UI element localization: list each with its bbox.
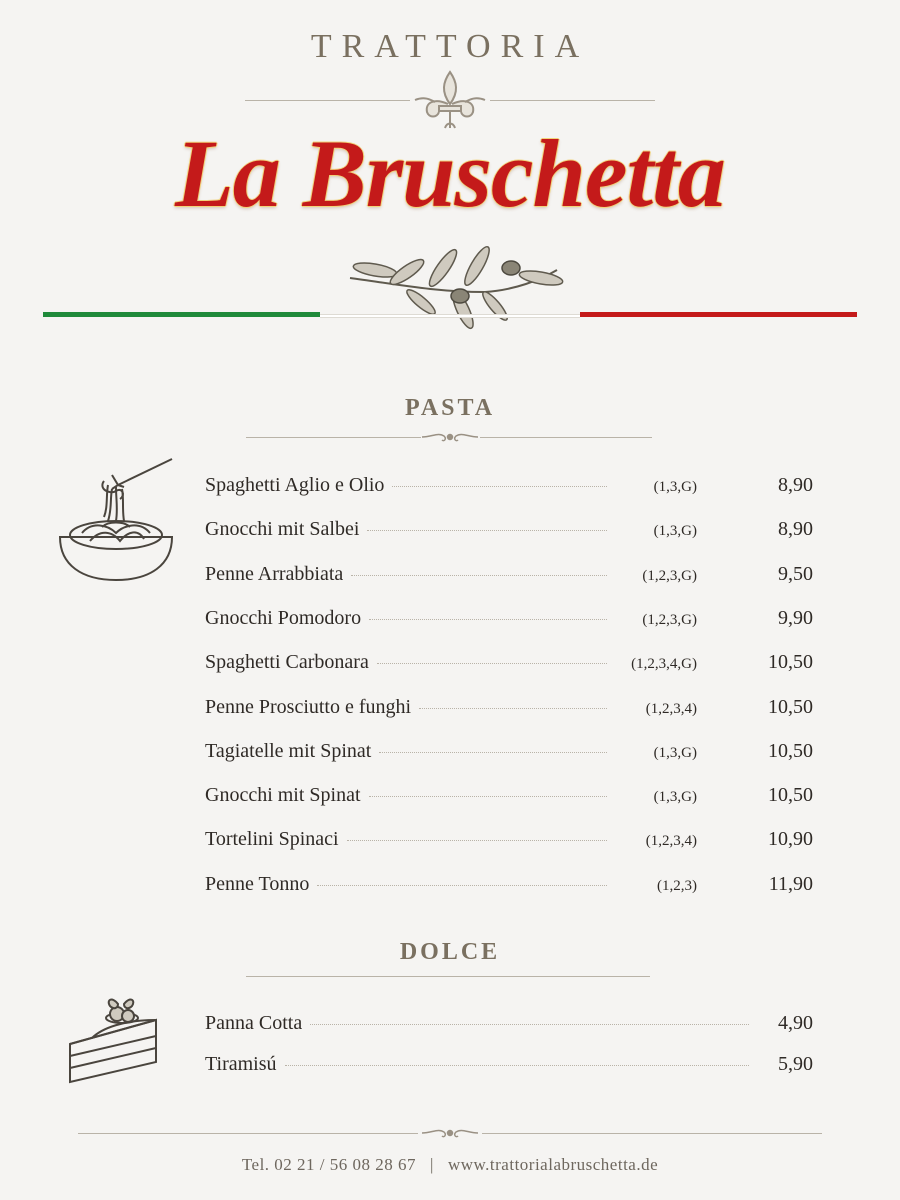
- menu-item-row: [205, 518, 813, 548]
- menu-item-name: Tiramisú: [205, 1053, 277, 1075]
- menu-item-name: Penne Tonno: [205, 872, 310, 895]
- footer-contact: [0, 1155, 900, 1175]
- dot-leader: [310, 1024, 749, 1025]
- menu-item-price: 10,50: [768, 695, 813, 718]
- ornament-swirl-icon: [420, 430, 480, 444]
- menu-item-name: Panna Cotta: [205, 1012, 303, 1034]
- dot-leader: [419, 708, 607, 709]
- cake-slice-icon: [62, 990, 166, 1086]
- menu-item-name: Spaghetti Carbonara: [205, 651, 369, 674]
- dot-leader: [369, 796, 607, 797]
- dot-leader: [379, 752, 607, 753]
- menu-item-row: [205, 1012, 813, 1042]
- dot-leader: [347, 840, 607, 841]
- menu-item-row: [205, 784, 813, 814]
- menu-item-name: Penne Prosciutto e funghi: [205, 695, 412, 718]
- menu-item-allergens: (1,2,3,4): [645, 833, 697, 850]
- menu-item-allergens: (1,3,G): [653, 789, 697, 806]
- header-divider-left: [245, 100, 410, 101]
- dot-leader: [369, 619, 607, 620]
- menu-item-row: [205, 651, 813, 681]
- dot-leader: [392, 486, 607, 487]
- dot-leader: [367, 530, 607, 531]
- footer-website[interactable]: www.trattorialabruschetta.de: [447, 1155, 659, 1174]
- restaurant-brand: La Bruschetta: [175, 120, 725, 227]
- menu-item-name: Penne Arrabbiata: [205, 562, 344, 585]
- flag-stripe-red: [580, 312, 857, 317]
- menu-item-row: [205, 1053, 813, 1083]
- menu-item-allergens: (1,2,3,G): [642, 567, 697, 584]
- menu-item-allergens: (1,2,3,4,G): [631, 656, 697, 673]
- menu-item-name: Spaghetti Aglio e Olio: [205, 474, 385, 496]
- menu-item-price: 10,50: [768, 651, 813, 674]
- menu-item-allergens: (1,2,3,4): [645, 700, 697, 717]
- footer-phone: Tel. 02 21 / 56 08 28 67: [241, 1155, 417, 1174]
- footer-divider-right: [482, 1133, 822, 1134]
- pasta-divider-right: [480, 437, 652, 438]
- dot-leader: [377, 663, 607, 664]
- menu-item-row: [205, 696, 813, 726]
- flag-stripe-white: [320, 314, 580, 318]
- menu-item-price: 9,90: [778, 606, 813, 629]
- menu-item-row: [205, 873, 813, 903]
- menu-item-allergens: (1,3,G): [653, 523, 697, 540]
- menu-item-row: [205, 474, 813, 504]
- menu-item-allergens: (1,3,G): [653, 744, 697, 761]
- menu-item-name: Gnocchi Pomodoro: [205, 606, 362, 629]
- menu-item-price: 10,90: [768, 828, 813, 851]
- menu-item-allergens: (1,3,G): [653, 479, 697, 495]
- menu-item-price: 11,90: [768, 872, 813, 895]
- menu-item-row: [205, 607, 813, 637]
- header-pretitle: TRATTORIA: [310, 28, 590, 65]
- pasta-bowl-icon: [52, 455, 180, 585]
- footer-separator: |: [430, 1155, 434, 1174]
- menu-item-price: 9,50: [778, 562, 813, 585]
- flag-stripe-green: [43, 312, 320, 317]
- footer-divider-left: [78, 1133, 418, 1134]
- menu-item-name: Gnocchi mit Spinat: [205, 784, 361, 807]
- dot-leader: [351, 575, 607, 576]
- section-title-dolce: DOLCE: [399, 939, 501, 965]
- menu-item-name: Tagiatelle mit Spinat: [205, 739, 372, 762]
- menu-item-price: 4,90: [778, 1012, 813, 1034]
- menu-item-price: 8,90: [778, 474, 813, 496]
- header-divider-right: [490, 100, 655, 101]
- menu-item-row: [205, 828, 813, 858]
- menu-item-allergens: (1,2,3): [657, 877, 697, 894]
- menu-item-price: 8,90: [778, 518, 813, 541]
- pasta-divider-left: [246, 437, 421, 438]
- dolce-divider: [246, 976, 650, 977]
- section-title-pasta: PASTA: [404, 395, 496, 421]
- menu-item-row: [205, 563, 813, 593]
- dot-leader: [285, 1065, 749, 1066]
- menu-item-allergens: (1,2,3,G): [642, 611, 697, 628]
- menu-item-price: 10,50: [768, 739, 813, 762]
- menu-item-name: Tortelini Spinaci: [205, 828, 339, 851]
- menu-item-name: Gnocchi mit Salbei: [205, 518, 360, 541]
- dot-leader: [317, 885, 607, 886]
- menu-item-price: 10,50: [768, 784, 813, 807]
- menu-item-price: 5,90: [778, 1053, 813, 1075]
- menu-item-row: [205, 740, 813, 770]
- footer-ornament-icon: [420, 1126, 480, 1140]
